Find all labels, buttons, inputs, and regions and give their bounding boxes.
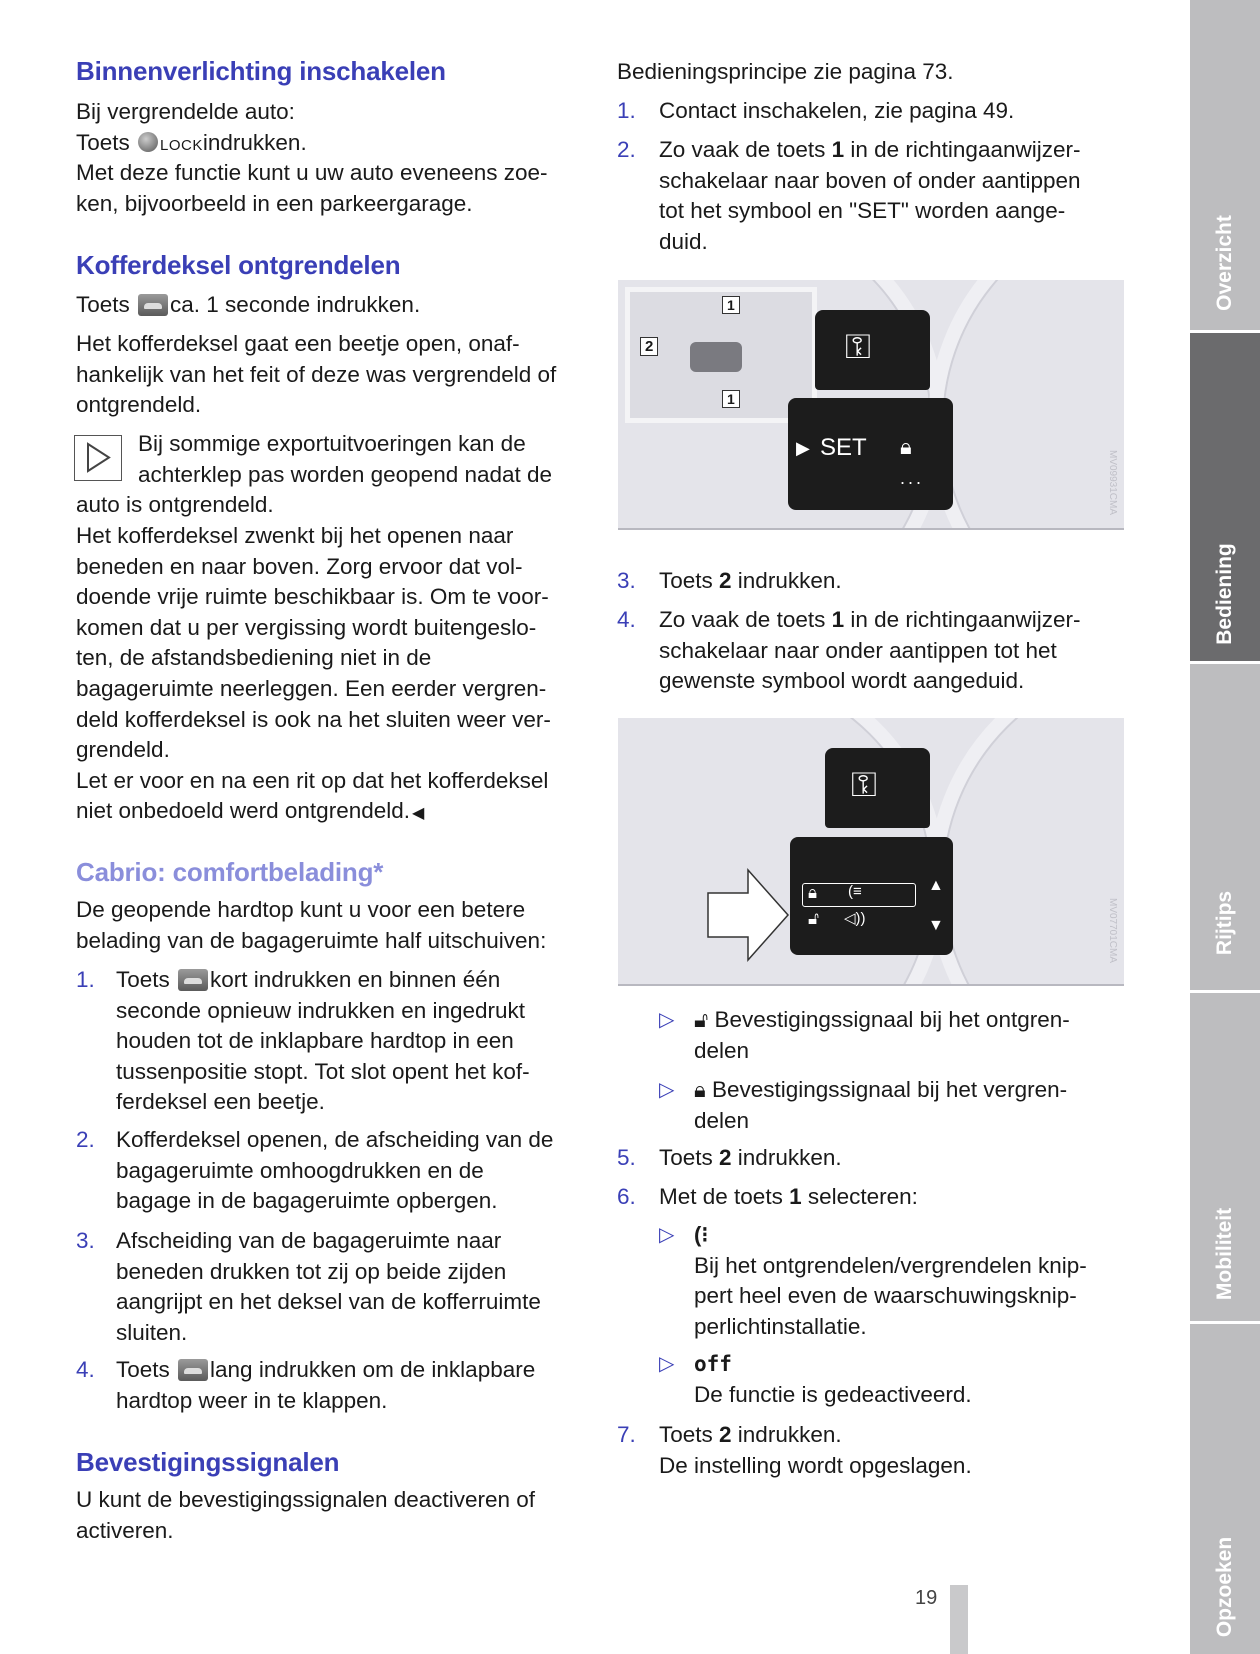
step-number: 5. [617, 1145, 636, 1170]
page-marker [950, 1585, 968, 1654]
figure-signal-selection [618, 718, 1124, 986]
arrow-1-up: 1 [722, 296, 740, 314]
text-line: De geopende hardtop kunt u voor een betere [76, 897, 526, 922]
text-line: Kofferdeksel openen, de afscheiding van de [116, 1127, 554, 1152]
note-text [138, 429, 552, 490]
text-line: tussenpositie stopt. Tot slot opent het kof- [116, 1058, 530, 1084]
step-number: 1. [76, 967, 95, 992]
trunk-button-icon [178, 969, 208, 991]
bullet-text [694, 1220, 1087, 1342]
step-text [659, 605, 1081, 697]
text-line: schakelaar naar boven of onder aantippen [659, 167, 1081, 193]
text-line: 🔒︎ Bevestigingssignaal bij het vergren- [694, 1075, 1067, 1106]
heading-kofferdeksel: Kofferdeksel ontgrendelen [76, 250, 401, 280]
pointer-arrow-icon [706, 868, 790, 963]
text-line: ferdeksel een beetje. [116, 1089, 325, 1115]
paragraph [76, 521, 551, 827]
text-line [694, 1349, 972, 1380]
bullet-text [694, 1005, 1070, 1066]
tab-overzicht[interactable]: Overzicht [1190, 0, 1260, 330]
scroll-down-icon[interactable]: ▼ [928, 917, 944, 934]
step-text [116, 1355, 535, 1416]
hazard-light-icon: (≡ [848, 883, 862, 900]
step-number: 4. [76, 1357, 95, 1382]
text-line: Toets 2 indrukken. [659, 1422, 842, 1447]
text-line: grendeld. [76, 737, 170, 763]
step-text [659, 1182, 918, 1213]
end-mark-icon [412, 805, 424, 822]
paragraph [76, 1485, 535, 1546]
text-line: ten, de afstandsbediening niet in de [76, 645, 432, 671]
text-line: ontgrendeld. [76, 392, 202, 418]
heading-cabrio: Cabrio: comfortbelading* [76, 857, 384, 887]
paragraph [76, 895, 546, 956]
text-line: activeren. [76, 1517, 174, 1543]
step-number: 2. [617, 137, 636, 162]
text-line: Bedieningsprincipe zie pagina 73. [617, 59, 954, 84]
remote-button-icon [138, 132, 158, 152]
text-line: Toets LOCKindrukken. [76, 129, 307, 155]
tab-rijtips[interactable]: Rijtips [1190, 664, 1260, 990]
text-line: komen dat u per vergissing wordt buitengeslo- [76, 614, 537, 640]
step-text [659, 96, 1014, 127]
horn-icon: ◁)) [844, 910, 866, 927]
figure-turn-signal-set [618, 280, 1124, 530]
text-line: bagageruimte neerleggen. Een eerder vergren- [76, 675, 547, 701]
play-icon: ▶ [796, 438, 810, 458]
text-line: beneden en naar boven. Zorg ervoor dat vol- [76, 553, 523, 579]
lock-button-label: LOCK [160, 136, 203, 154]
text-line: 🔓︎ Bevestigingssignaal bij het ontgren- [694, 1005, 1070, 1036]
text-line: Bij sommige exportuitvoeringen kan de [138, 431, 526, 456]
set-label: SET [820, 434, 867, 461]
text-line: Bij het ontgrendelen/vergrendelen knip- [694, 1252, 1087, 1278]
step-text [659, 566, 842, 597]
text-line: belading van de bagageruimte half uitschuiven: [76, 927, 547, 953]
hazard-light-icon [694, 1222, 708, 1247]
paragraph [617, 57, 954, 88]
scroll-up-icon[interactable]: ▲ [928, 877, 944, 894]
text-line: Contact inschakelen, zie pagina 49. [659, 98, 1015, 123]
text-line: gewenste symbool wordt aangeduid. [659, 668, 1025, 694]
tab-opzoeken[interactable]: Opzoeken [1190, 1324, 1260, 1654]
text-line: Bij vergrendelde auto: [76, 99, 295, 124]
step-number: 7. [617, 1422, 636, 1447]
note-icon [74, 435, 122, 481]
unlock-icon: 🔓︎ [808, 909, 820, 928]
step-number: 3. [76, 1228, 95, 1253]
text-line: U kunt de bevestigingssignalen deactiveren of [76, 1487, 536, 1512]
lock-icon: 🔒︎ [808, 883, 818, 902]
off-symbol: off [694, 1352, 732, 1376]
bullet-triangle-icon: ▷ [659, 1224, 675, 1246]
trunk-button-icon [138, 294, 168, 316]
step-text [659, 1420, 972, 1481]
text-line: niet onbedoeld werd ontgrendeld.◀ [76, 796, 551, 827]
key-check-icon: ⚿ [851, 766, 877, 804]
text-line: duid. [659, 228, 708, 254]
arrow-2: 2 [640, 337, 658, 356]
text-line: beneden drukken tot zij op beide zijden [116, 1258, 507, 1284]
text-line: houden tot de inklapbare hardtop in een [116, 1028, 514, 1054]
text-line: bagageruimte omhoogdrukken en de [116, 1157, 484, 1183]
arrow-1-down: 1 [722, 390, 740, 408]
text-line: delen [694, 1107, 750, 1133]
text-line: seconde opnieuw indrukken en ingedrukt [116, 997, 526, 1023]
text-line: achterklep pas worden geopend nadat de [138, 461, 553, 487]
tab-bediening[interactable]: Bediening [1190, 333, 1260, 661]
text-line: Let er voor en na een rit op dat het kofferdeksel [76, 767, 549, 793]
text-line: Het kofferdeksel zwenkt bij het openen naar [76, 523, 514, 548]
text-line: doende vrije ruimte beschikbaar is. Om te voor- [76, 584, 549, 610]
text-line: De functie is gedeactiveerd. [694, 1381, 972, 1407]
page-number: 19 [915, 1587, 938, 1609]
text-line: perlichtinstallatie. [694, 1313, 867, 1339]
display-panel [790, 837, 953, 955]
text-line: hankelijk van het feit of deze was vergrendeld of [76, 361, 557, 387]
text-line: aangrijpt en het deksel van de kofferruimte [116, 1289, 541, 1315]
bullet-triangle-icon: ▷ [659, 1009, 675, 1031]
text-line: Toets ca. 1 seconde indrukken. [76, 292, 421, 317]
step-text [116, 1226, 541, 1348]
text-line: delen [694, 1037, 750, 1063]
text-line: sluiten. [116, 1319, 188, 1345]
unlock-icon [694, 1007, 708, 1032]
key-check-icon: ⚿ [845, 328, 871, 366]
step-number: 4. [617, 607, 636, 632]
heading-bevestigingssignalen: Bevestigingssignalen [76, 1447, 340, 1477]
text-line: Met deze functie kunt u uw auto eveneens zoe- [76, 160, 548, 186]
text-line: Toets kort indrukken en binnen één [116, 967, 501, 992]
step-number: 2. [76, 1127, 95, 1152]
display-panel [788, 398, 953, 510]
lock-icon [694, 1077, 706, 1102]
bullet-text [694, 1349, 972, 1410]
heading-binnenverlichting: Binnenverlichting inschakelen [76, 56, 446, 86]
text-line: schakelaar naar onder aantippen tot het [659, 637, 1057, 663]
text-line: auto is ontgrendeld. [76, 492, 274, 517]
step-number: 6. [617, 1184, 636, 1209]
paragraph [76, 97, 548, 219]
text-line: Toets 2 indrukken. [659, 568, 842, 593]
note-text-continued [76, 490, 274, 521]
text-line: deld kofferdeksel is ook na het sluiten weer ver- [76, 706, 551, 732]
figure-code: MV07701CMA [1107, 898, 1118, 964]
text-line: Zo vaak de toets 1 in de richtingaanwijzer- [659, 137, 1081, 162]
key-check-panel [825, 748, 930, 828]
bullet-text [694, 1075, 1067, 1136]
text-line: Met de toets 1 selecteren: [659, 1184, 918, 1209]
step-number: 3. [617, 568, 636, 593]
hardtop-button-icon [178, 1359, 208, 1381]
text-line: bagage in de bagageruimte opbergen. [116, 1188, 498, 1214]
step-text [116, 1125, 553, 1217]
text-line [694, 1220, 1087, 1251]
bullet-triangle-icon: ▷ [659, 1353, 675, 1375]
text-line: Afscheiding van de bagageruimte naar [116, 1228, 502, 1253]
text-line: pert heel even de waarschuwingsknip- [694, 1283, 1077, 1309]
text-line: hardtop weer in te klappen. [116, 1387, 388, 1413]
key-check-panel [815, 310, 930, 390]
text-line: Toets lang indrukken om de inklapbare [116, 1357, 536, 1382]
figure-code: MV09931CMA [1107, 450, 1118, 516]
text-line: Het kofferdeksel gaat een beetje open, onaf- [76, 331, 520, 356]
step-text [659, 135, 1081, 257]
lock-icon: 🔒︎ [900, 434, 912, 459]
text-line: tot het symbool en "SET" worden aange- [659, 198, 1066, 224]
paragraph [76, 329, 556, 421]
step-text [659, 1143, 842, 1174]
text-line: Toets 2 indrukken. [659, 1145, 842, 1170]
text-line: Zo vaak de toets 1 in de richtingaanwijzer- [659, 607, 1081, 632]
bullet-triangle-icon: ▷ [659, 1079, 675, 1101]
text-line: ken, bijvoorbeeld in een parkeergarage. [76, 190, 473, 216]
tab-mobiliteit[interactable]: Mobiliteit [1190, 993, 1260, 1321]
paragraph [76, 290, 420, 321]
text-line: De instelling wordt opgeslagen. [659, 1452, 972, 1478]
step-text [116, 965, 530, 1118]
more-dots: ... [900, 468, 925, 488]
step-number: 1. [617, 98, 636, 123]
